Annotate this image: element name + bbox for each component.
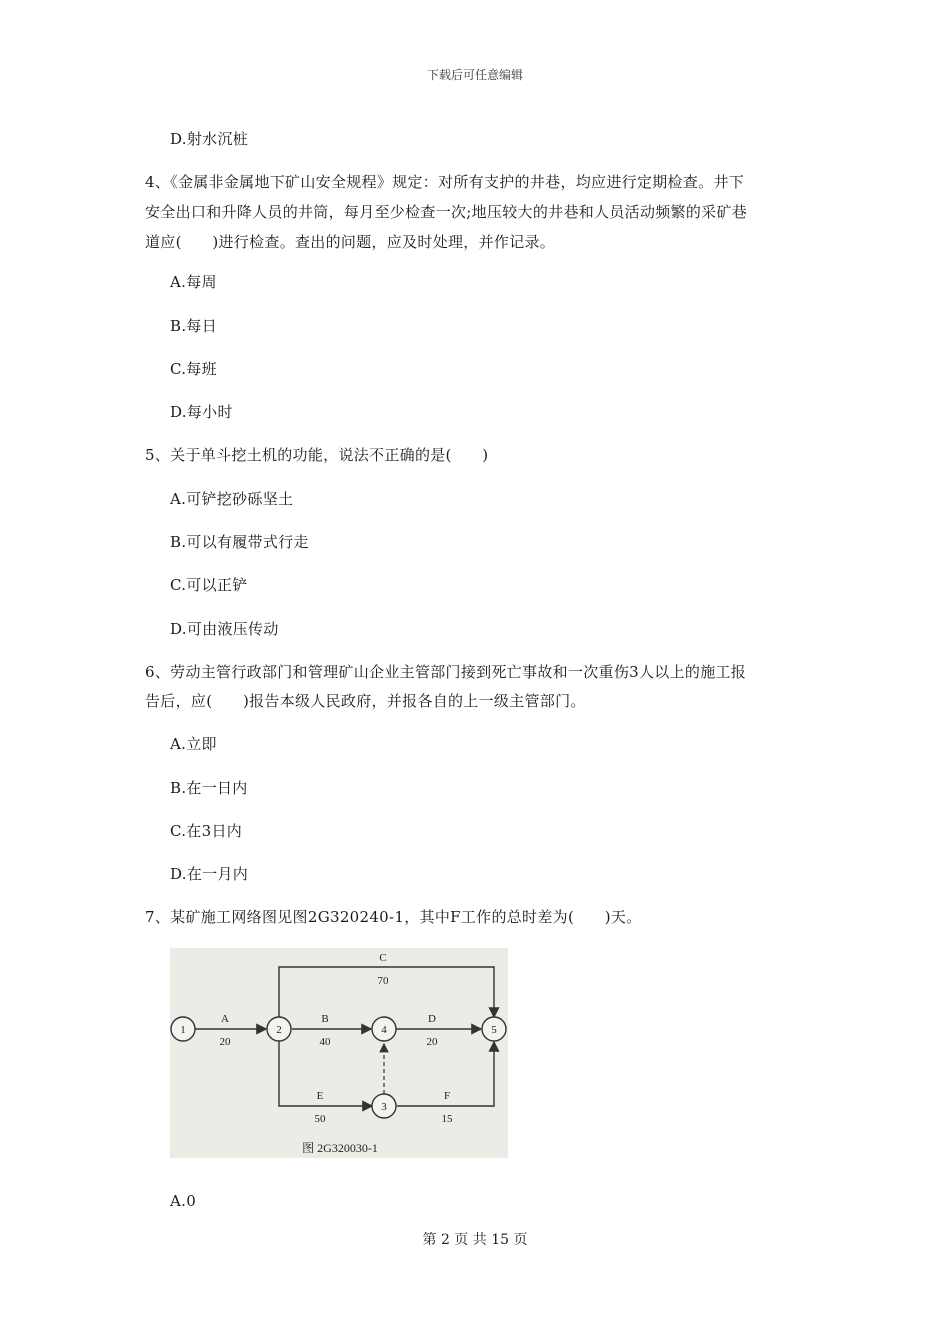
q7-option-a: A.0 bbox=[170, 1192, 197, 1210]
q5-option-b: B.可以有履带式行走 bbox=[170, 533, 309, 551]
q4-line-2: 安全出口和升降人员的井筒，每月至少检查一次;地压较大的井巷和人员活动频繁的采矿巷 bbox=[145, 203, 748, 221]
q4-option-c: C.每班 bbox=[170, 360, 217, 378]
q6-line-2: 告后，应( )报告本级人民政府，并报各自的上一级主管部门。 bbox=[145, 692, 586, 710]
duration-a: 20 bbox=[219, 1036, 231, 1048]
q4-option-b: B.每日 bbox=[170, 317, 217, 335]
node-4 bbox=[372, 1017, 396, 1041]
label-d: D bbox=[428, 1013, 436, 1025]
q5-line-1: 5、关于单斗挖土机的功能，说法不正确的是( ) bbox=[145, 446, 489, 464]
svg-text:1: 1 bbox=[180, 1024, 186, 1036]
figure-caption: 图 2G320030-1 bbox=[302, 1141, 378, 1155]
label-c: C bbox=[379, 952, 387, 964]
q4-line-3: 道应( )进行检查。查出的问题，应及时处理，并作记录。 bbox=[145, 233, 556, 251]
duration-d: 20 bbox=[426, 1036, 438, 1048]
duration-c: 70 bbox=[377, 975, 389, 987]
q4-line-1: 4、《金属非金属地下矿山安全规程》规定：对所有支护的井巷，均应进行定期检查。井下 bbox=[145, 173, 745, 191]
svg-text:2: 2 bbox=[276, 1024, 282, 1036]
node-3 bbox=[372, 1094, 396, 1118]
q6-option-d: D.在一月内 bbox=[170, 865, 249, 883]
q6-option-c: C.在3日内 bbox=[170, 822, 243, 840]
option-d-prev: D.射水沉桩 bbox=[170, 130, 249, 148]
label-e: E bbox=[316, 1090, 324, 1102]
q7-line-1: 7、某矿施工网络图见图2G320240-1，其中F工作的总时差为( )天。 bbox=[145, 908, 642, 926]
q6-option-a: A.立即 bbox=[170, 735, 217, 753]
svg-text:3: 3 bbox=[381, 1101, 387, 1113]
label-a: A bbox=[221, 1013, 229, 1025]
svg-text:4: 4 bbox=[381, 1024, 387, 1036]
arrow-e bbox=[279, 1041, 372, 1106]
label-f: F bbox=[443, 1090, 451, 1102]
q4-option-a: A.每周 bbox=[170, 273, 217, 291]
q6-line-1: 6、劳动主管行政部门和管理矿山企业主管部门接到死亡事故和一次重伤3人以上的施工报 bbox=[145, 663, 747, 681]
label-b: B bbox=[321, 1013, 329, 1025]
svg-text:5: 5 bbox=[491, 1024, 497, 1036]
q6-option-b: B.在一日内 bbox=[170, 779, 248, 797]
q4-option-d: D.每小时 bbox=[170, 403, 233, 421]
duration-b: 40 bbox=[319, 1036, 331, 1048]
duration-e: 50 bbox=[314, 1113, 326, 1125]
page-header: 下载后可任意编辑 bbox=[426, 68, 523, 82]
node-5 bbox=[482, 1017, 506, 1041]
q5-option-d: D.可由液压传动 bbox=[170, 620, 279, 638]
page-footer: 第 2 页 共 15 页 bbox=[422, 1232, 528, 1248]
q5-option-a: A.可铲挖砂砾坚土 bbox=[170, 490, 294, 508]
node-1 bbox=[171, 1017, 195, 1041]
network-diagram bbox=[170, 948, 508, 1158]
q5-option-c: C.可以正铲 bbox=[170, 576, 248, 594]
node-2 bbox=[267, 1017, 291, 1041]
duration-f: 15 bbox=[441, 1113, 453, 1125]
